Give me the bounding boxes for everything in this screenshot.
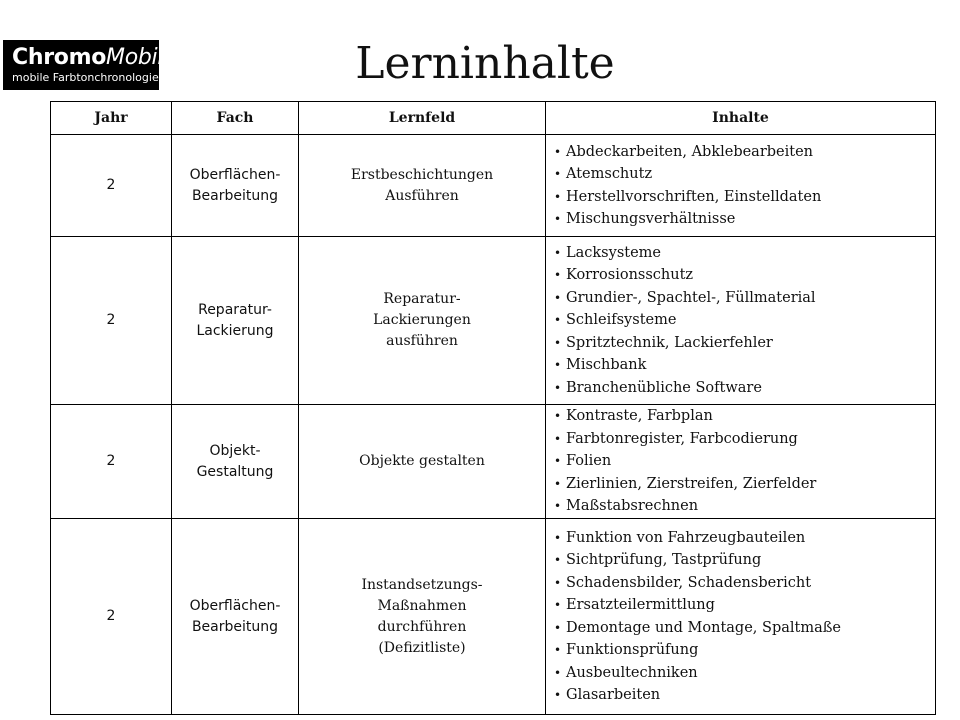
cell-fach: Oberflächen- Bearbeitung	[172, 135, 299, 237]
list-item: • Mischungsverhältnisse	[554, 208, 929, 231]
cell-jahr: 2	[51, 237, 172, 405]
learning-content-table	[50, 101, 936, 715]
content-list	[554, 527, 929, 707]
logo-brand-italic: Mobil	[106, 45, 164, 70]
cell-fach: Oberflächen- Bearbeitung	[172, 519, 299, 715]
list-item: • Korrosionsschutz	[554, 264, 929, 287]
list-item: • Kontraste, Farbplan	[554, 405, 929, 428]
table-row	[51, 519, 936, 715]
logo-tagline: mobile Farbtonchronologie	[12, 71, 159, 84]
table-row	[51, 237, 936, 405]
page-title: Lerninhalte	[355, 38, 615, 89]
cell-lernfeld: Objekte gestalten	[299, 405, 546, 519]
header-lernfeld: Lernfeld	[299, 102, 546, 135]
cell-fach: Objekt- Gestaltung	[172, 405, 299, 519]
list-item: • Funktion von Fahrzeugbauteilen	[554, 527, 929, 550]
cell-inhalte	[546, 519, 936, 715]
list-item: • Atemschutz	[554, 163, 929, 186]
list-item: • Herstellvorschriften, Einstelldaten	[554, 186, 929, 209]
list-item: • Lacksysteme	[554, 242, 929, 265]
logo-brand-bold: Chromo	[12, 45, 107, 70]
content-list	[554, 405, 929, 518]
header-jahr: Jahr	[51, 102, 172, 135]
list-item: • Zierlinien, Zierstreifen, Zierfelder	[554, 473, 929, 496]
cell-inhalte	[546, 135, 936, 237]
list-item: • Folien	[554, 450, 929, 473]
list-item: • Abdeckarbeiten, Abklebearbeiten	[554, 141, 929, 164]
cell-jahr: 2	[51, 135, 172, 237]
list-item: • Schadensbilder, Schadensbericht	[554, 572, 929, 595]
list-item: • Schleifsysteme	[554, 309, 929, 332]
list-item: • Spritztechnik, Lackierfehler	[554, 332, 929, 355]
list-item: • Ersatzteilermittlung	[554, 594, 929, 617]
cell-lernfeld: Instandsetzungs- Maßnahmen durchführen (Defizitliste)	[299, 519, 546, 715]
list-item: • Glasarbeiten	[554, 684, 929, 707]
cell-inhalte	[546, 237, 936, 405]
list-item: • Funktionsprüfung	[554, 639, 929, 662]
cell-lernfeld: Erstbeschichtungen Ausführen	[299, 135, 546, 237]
content-list	[554, 141, 929, 231]
header-fach: Fach	[172, 102, 299, 135]
list-item: • Demontage und Montage, Spaltmaße	[554, 617, 929, 640]
cell-fach: Reparatur- Lackierung	[172, 237, 299, 405]
table-row	[51, 135, 936, 237]
table-header-row	[51, 102, 936, 135]
list-item: • Mischbank	[554, 354, 929, 377]
header-inhalte: Inhalte	[546, 102, 936, 135]
cell-jahr: 2	[51, 519, 172, 715]
list-item: • Ausbeultechniken	[554, 662, 929, 685]
cell-jahr: 2	[51, 405, 172, 519]
list-item: • Farbtonregister, Farbcodierung	[554, 428, 929, 451]
list-item: • Sichtprüfung, Tastprüfung	[554, 549, 929, 572]
cell-lernfeld: Reparatur- Lackierungen ausführen	[299, 237, 546, 405]
content-list	[554, 242, 929, 400]
list-item: • Grundier-, Spachtel-, Füllmaterial	[554, 287, 929, 310]
list-item: • Maßstabsrechnen	[554, 495, 929, 518]
list-item: • Branchenübliche Software	[554, 377, 929, 400]
table-row	[51, 405, 936, 519]
cell-inhalte	[546, 405, 936, 519]
